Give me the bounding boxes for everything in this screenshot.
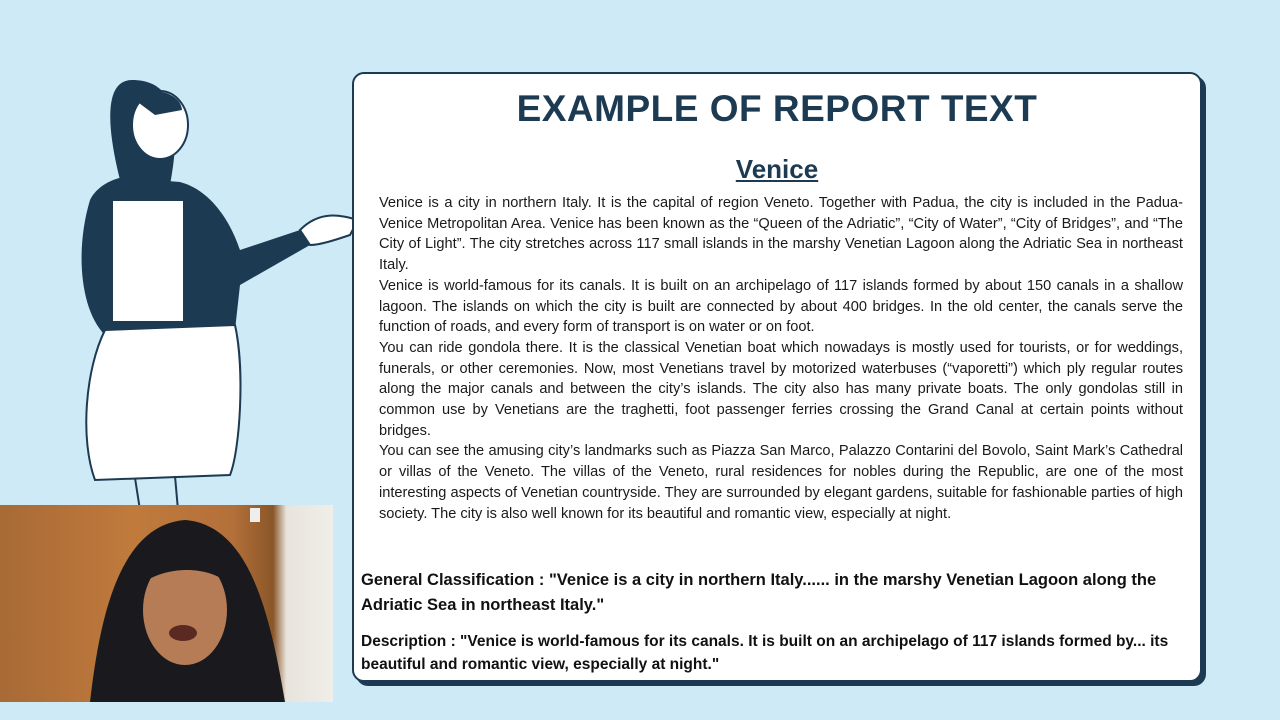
webcam-feed (0, 505, 333, 702)
paragraph: Venice is a city in northern Italy. It is the capital of region Veneto. Together with Padua, the city is included in the Padua-Venice Metropolitan Area. Venice has been known as the “Queen of the Adriatic”, “City of Water”, “City of Bridges”, and “The City of Light”. The city stretches across 117 small islands in the marshy Venetian Lagoon along the Adriatic Sea in northeast Italy. (379, 195, 1183, 274)
paragraph: You can ride gondola there. It is the classical Venetian boat which nowadays is mostly used for tourists, or for weddings, funerals, or other ceremonies. Now, most Venetians travel by motorized waterbuses (“vaporetti”) which ply regular routes along the major canals and between the city’s islands. The city also has many private boats. The only gondolas still in common use by Venetians are the traghetti, foot passenger ferries crossing the Grand Canal at certain points without bridges. (379, 339, 1183, 439)
paragraph: Venice is world-famous for its canals. It is built on an archipelago of 117 islands formed by about 150 canals in a shallow lagoon. The islands on which the city is built are connected by about 400 bridges. In the old center, the canals serve the function of roads, and every form of transport is on water or on foot. (379, 277, 1183, 336)
paragraph: You can see the amusing city’s landmarks such as Piazza San Marco, Palazzo Contarini del Bovolo, Saint Mark’s Cathedral or villas of the Veneto. The villas of the Veneto, rural residences for nobles during the Republic, are one of the most interesting aspects of Venetian countryside. They are surrounded by elegant gardens, suitable for fashionable parties of high society. The city is also well known for its beautiful and romantic view, especially at night. (379, 443, 1183, 522)
slide-subtitle: Venice (735, 154, 819, 184)
webcam-person (0, 505, 333, 702)
report-body (379, 193, 1183, 524)
slide-title: EXAMPLE OF REPORT TEXT (516, 88, 1038, 129)
presenter-illustration (60, 70, 360, 510)
slide-card (352, 72, 1202, 682)
description: Description : "Venice is world-famous for its canals. It is built on an archipelago of 117 islands formed by... its beautiful and romantic view, especially at night." (361, 633, 1169, 673)
general-classification: General Classification : "Venice is a city in northern Italy...... in the marshy Venetian Lagoon along the Adriatic Sea in northeast Italy." (361, 571, 1157, 614)
